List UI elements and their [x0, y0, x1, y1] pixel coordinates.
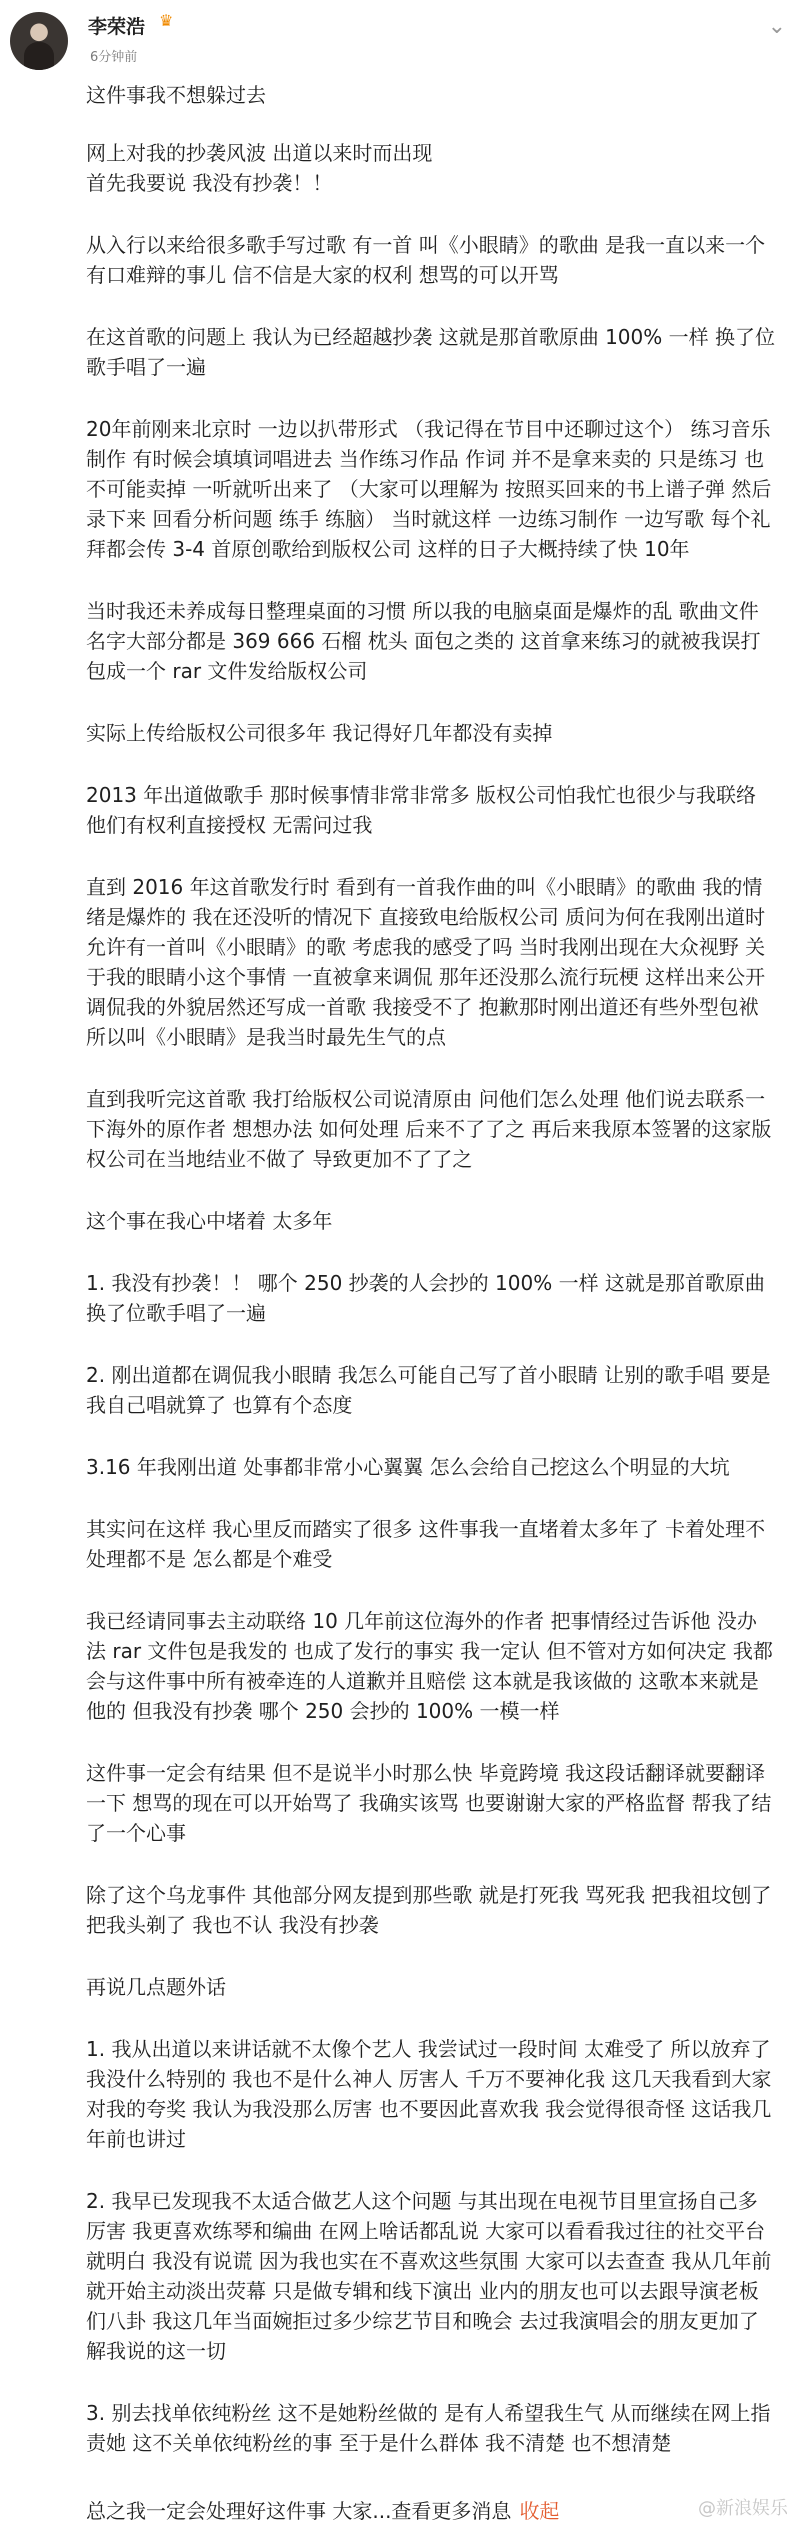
paragraph: 从入行以来给很多歌手写过歌 有一首 叫《小眼睛》的歌曲 是我一直以来一个有口难辩的事儿 信不信是大家的权利 想骂的可以开骂 — [86, 233, 766, 287]
post-header — [10, 8, 790, 74]
paragraph: 3.16 年我刚出道 处事都非常小心翼翼 怎么会给自己挖这么个明显的大坑 — [86, 1455, 730, 1479]
post-footer — [86, 2496, 786, 2526]
paragraph: 再说几点题外话 — [86, 1975, 226, 1999]
footer-text: 总之我一定会处理好这件事 大家...查看更多消息 — [86, 2499, 512, 2523]
paragraph: 2. 我早已发现我不太适合做艺人这个问题 与其出现在电视节目里宣扬自己多厉害 我更喜欢练琴和编曲 在网上啥话都乱说 大家可以看看我过往的社交平台就明白 我没有说谎 因为我也实在不喜欢这些氛围 大家可以去查查 我从几年前就开始主动淡出荧幕 只是做专辑和线下演出 业内的朋友也可以去跟导演老板们八卦 我这几年当面婉拒过多少综艺节目和晚会 去过我演唱会的朋友更加了解我说的这一切 — [86, 2189, 772, 2363]
post-time: 6分钟前 — [90, 50, 138, 65]
paragraph: 1. 我没有抄袭！！ 哪个 250 抄袭的人会抄的 100% 一样 这就是那首歌原曲 换了位歌手唱了一遍 — [86, 1271, 772, 1325]
paragraph: 我已经请同事去主动联络 10 几年前这位海外的作者 把事情经过告诉他 没办法 rar 文件包是我发的 也成了发行的事实 我一定认 但不管对方如何决定 我都会与这件事中所有被牵连的人道歉并且赔偿 这本就是我该做的 这歌本来就是他的 但我没有抄袭 哪个 250 会抄的 100% 一模一样 — [86, 1609, 773, 1723]
paragraph: 2013 年出道做歌手 那时候事情非常非常多 版权公司怕我忙也很少与我联络 他们有权利直接授权 无需问过我 — [86, 783, 763, 837]
paragraph: 在这首歌的问题上 我认为已经超越抄袭 这就是那首歌原曲 100% 一样 换了位歌手唱了一遍 — [86, 325, 775, 379]
author-name[interactable]: 李荣浩 — [88, 16, 146, 38]
paragraph: 3. 别去找单依纯粉丝 这不是她粉丝做的 是有人希望我生气 从而继续在网上指责她 这不关单依纯粉丝的事 至于是什么群体 我不清楚 也不想清楚 — [86, 2401, 771, 2455]
crown-icon: ♛ — [159, 11, 174, 30]
paragraph: 直到我听完这首歌 我打给版权公司说清原由 问他们怎么处理 他们说去联系一下海外的原作者 想想办法 如何处理 后来不了了之 再后来我原本签署的这家版权公司在当地结业不做了 导致更加不了了之 — [86, 1087, 772, 1171]
paragraph: 2. 刚出道都在调侃我小眼睛 我怎么可能自己写了首小眼睛 让别的歌手唱 要是我自己唱就算了 也算有个态度 — [86, 1363, 771, 1417]
avatar[interactable] — [10, 12, 68, 70]
paragraph: 实际上传给版权公司很多年 我记得好几年都没有卖掉 — [86, 721, 553, 745]
post-content — [86, 80, 776, 2490]
watermark: @新浪娱乐 — [698, 2498, 788, 2519]
paragraph: 20年前刚来北京时 一边以扒带形式 （我记得在节目中还聊过这个） 练习音乐制作 有时候会填填词唱进去 当作练习作品 作词 并不是拿来卖的 只是练习 也不可能卖掉 一听就听出来了 （大家可以理解为 按照买回来的书上谱子弹 然后录下来 回看分析问题 练手 练脑） 当时就这样 一边练习制作 一边写歌 每个礼拜都会传 3-4 首原创歌给到版权公司 这样的日子大概持续了快 10年 — [86, 417, 772, 561]
paragraph: 其实问在这样 我心里反而踏实了很多 这件事我一直堵着太多年了 卡着处理不处理都不是 怎么都是个难受 — [86, 1517, 766, 1571]
collapse-link[interactable]: 收起 — [519, 2499, 560, 2523]
paragraph: 直到 2016 年这首歌发行时 看到有一首我作曲的叫《小眼睛》的歌曲 我的情绪是爆炸的 我在还没听的情况下 直接致电给版权公司 质问为何在我刚出道时 允许有一首叫《小眼睛》的歌 考虑我的感受了吗 当时我刚出现在大众视野 关于我的眼睛小这个事情 一直被拿来调侃 那年还没那么流行玩梗 这样出来公开调侃我的外貌居然还写成一首歌 我接受不了 抱歉那时刚出道还有些外型包袱 所以叫《小眼睛》是我当时最先生气的点 — [86, 875, 772, 1049]
paragraph: 除了这个乌龙事件 其他部分网友提到那些歌 就是打死我 骂死我 把我祖坟刨了 把我头剃了 我也不认 我没有抄袭 — [86, 1883, 778, 1937]
more-icon[interactable]: ⌄ — [767, 14, 786, 39]
paragraph: 1. 我从出道以来讲话就不太像个艺人 我尝试过一段时间 太难受了 所以放弃了 我没什么特别的 我也不是什么神人 厉害人 千万不要神化我 这几天我看到大家对我的夸奖 我认为我没那么厉害 也不要因此喜欢我 我会觉得很奇怪 这话我几年前也讲过 — [86, 2037, 777, 2151]
paragraph: 这件事一定会有结果 但不是说半小时那么快 毕竟跨境 我这段话翻译就要翻译一下 想骂的现在可以开始骂了 我确实该骂 也要谢谢大家的严格监督 帮我了结了一个心事 — [86, 1761, 772, 1845]
paragraph: 这个事在我心中堵着 太多年 — [86, 1209, 333, 1233]
paragraph: 当时我还未养成每日整理桌面的习惯 所以我的电脑桌面是爆炸的乱 歌曲文件名字大部分都是 369 666 石榴 枕头 面包之类的 这首拿来练习的就被我误打包成一个 rar 文件发给版权公司 — [86, 599, 761, 683]
paragraph: 网上对我的抄袭风波 出道以来时而出现 首先我要说 我没有抄袭！！ — [86, 141, 433, 195]
paragraph: 这件事我不想躲过去 — [86, 83, 266, 107]
